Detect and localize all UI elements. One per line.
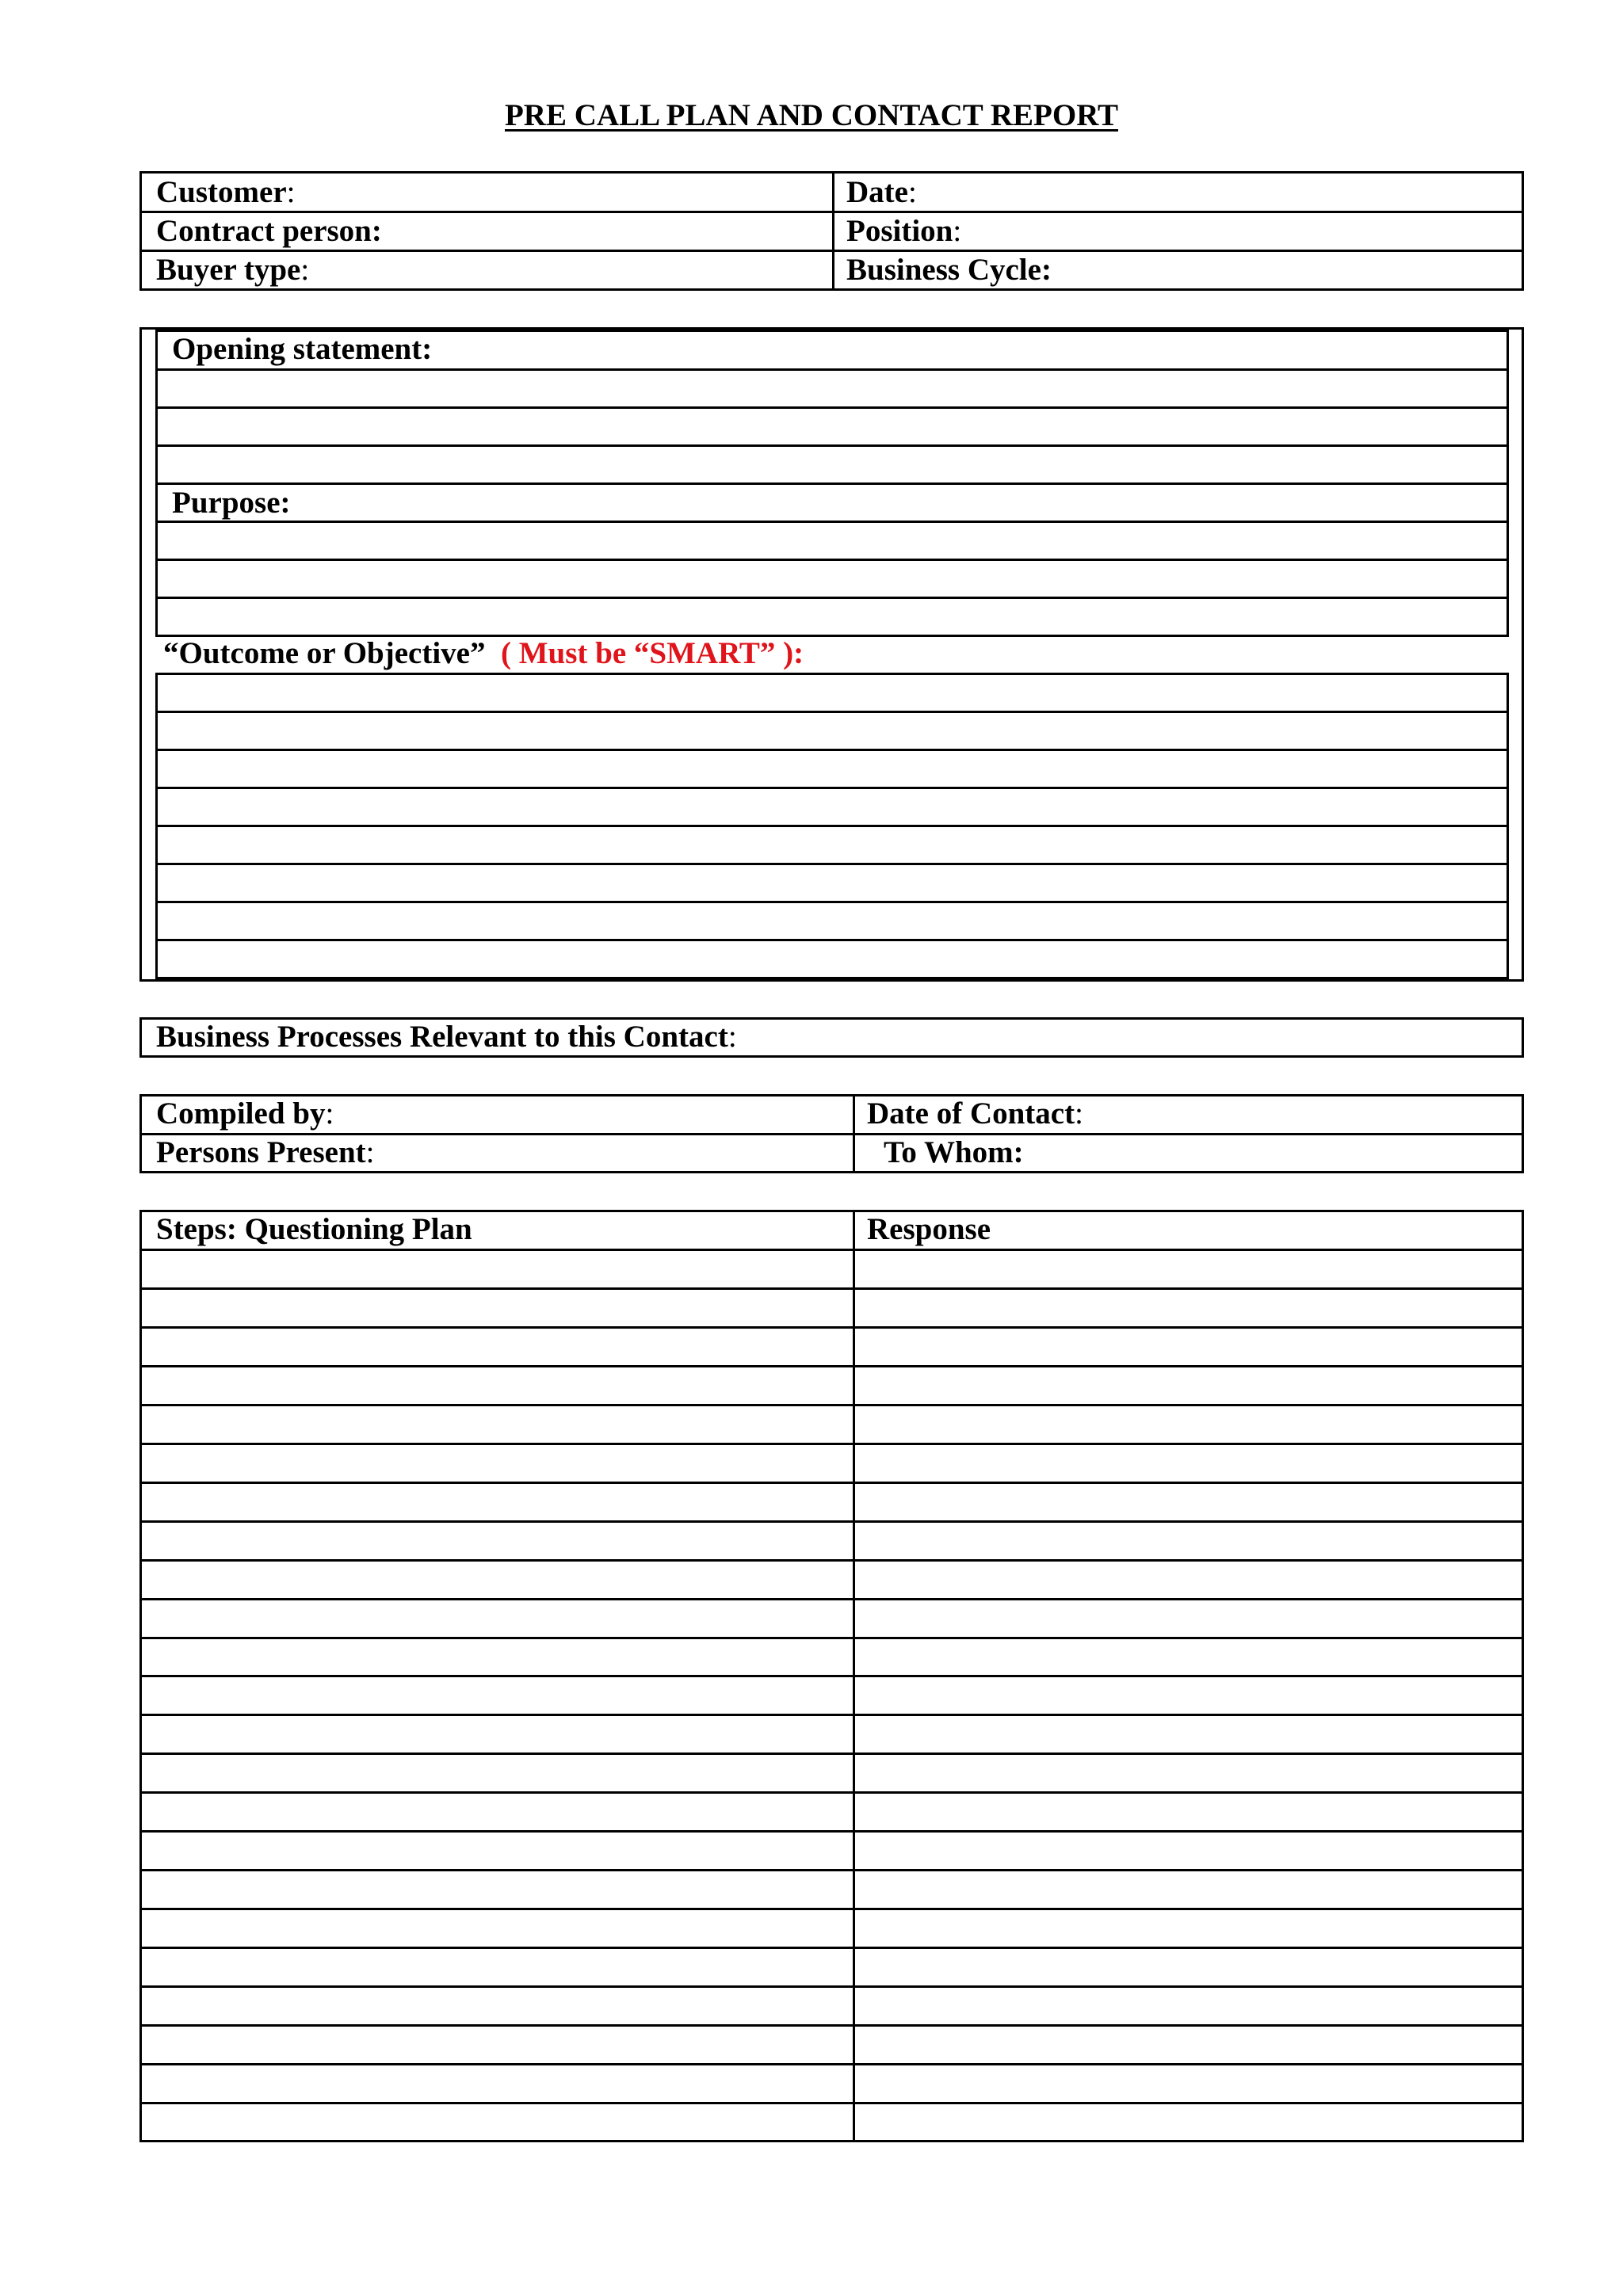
customer-field[interactable]: Customer: bbox=[156, 175, 296, 209]
response-cell[interactable] bbox=[855, 1677, 1522, 1714]
contact-info-table bbox=[139, 1094, 1524, 1173]
response-cell[interactable] bbox=[855, 1871, 1522, 1908]
purpose-lines[interactable] bbox=[158, 523, 1507, 635]
response-cell[interactable] bbox=[855, 1949, 1522, 1985]
step-cell[interactable] bbox=[142, 1290, 853, 1326]
step-cell[interactable] bbox=[142, 1677, 853, 1714]
response-cell[interactable] bbox=[855, 1329, 1522, 1365]
step-cell[interactable] bbox=[142, 1794, 853, 1830]
compiled-by-field[interactable]: Compiled by: bbox=[156, 1097, 334, 1131]
steps-header: Steps: Questioning Plan bbox=[156, 1212, 472, 1246]
response-cell[interactable] bbox=[855, 1367, 1522, 1404]
date-of-contact-label: Date of Contact bbox=[867, 1097, 1075, 1131]
persons-present-field[interactable]: Persons Present: bbox=[156, 1135, 375, 1169]
questioning-plan-table bbox=[139, 1210, 1524, 2142]
step-cell[interactable] bbox=[142, 1406, 853, 1443]
response-cell[interactable] bbox=[855, 1755, 1522, 1791]
response-cell[interactable] bbox=[855, 1716, 1522, 1753]
opening-purpose-table bbox=[155, 330, 1509, 637]
purpose-label: Purpose: bbox=[172, 486, 291, 520]
persons-present-label: Persons Present bbox=[156, 1135, 366, 1169]
step-cell[interactable] bbox=[142, 1639, 853, 1676]
response-cell[interactable] bbox=[855, 1523, 1522, 1559]
business-processes-field[interactable]: Business Processes Relevant to this Contact: bbox=[139, 1017, 1524, 1058]
opening-statement-lines[interactable] bbox=[158, 371, 1507, 480]
step-cell[interactable] bbox=[142, 1988, 853, 2024]
step-cell[interactable] bbox=[142, 1755, 853, 1791]
business-processes-label: Business Processes Relevant to this Contact bbox=[156, 1020, 728, 1054]
step-cell[interactable] bbox=[142, 1871, 853, 1908]
response-cell[interactable] bbox=[855, 2065, 1522, 2102]
position-label: Position bbox=[846, 214, 953, 248]
compiled-by-label: Compiled by bbox=[156, 1097, 326, 1131]
step-cell[interactable] bbox=[142, 1329, 853, 1365]
step-cell[interactable] bbox=[142, 1445, 853, 1482]
business-cycle-label: Business Cycle: bbox=[846, 253, 1052, 287]
step-cell[interactable] bbox=[142, 2104, 853, 2141]
response-cell[interactable] bbox=[855, 1484, 1522, 1520]
smart-note: ( Must be “SMART” ): bbox=[501, 636, 804, 670]
date-label: Date bbox=[846, 175, 908, 209]
step-cell[interactable] bbox=[142, 1716, 853, 1753]
outcome-label: “Outcome or Objective” bbox=[163, 636, 486, 670]
opening-statement-label: Opening statement: bbox=[172, 332, 433, 366]
response-cell[interactable] bbox=[855, 1988, 1522, 2024]
step-cell[interactable] bbox=[142, 1600, 853, 1637]
customer-label: Customer bbox=[156, 175, 287, 209]
date-field[interactable]: Date: bbox=[846, 175, 917, 209]
step-cell[interactable] bbox=[142, 2065, 853, 2102]
step-cell[interactable] bbox=[142, 1484, 853, 1520]
step-cell[interactable] bbox=[142, 1251, 853, 1287]
step-cell[interactable] bbox=[142, 1949, 853, 1985]
position-field[interactable]: Position: bbox=[846, 214, 962, 248]
buyer-type-field[interactable]: Buyer type: bbox=[156, 253, 310, 287]
page-title: PRE CALL PLAN AND CONTACT REPORT bbox=[504, 98, 1119, 132]
to-whom-field[interactable] bbox=[884, 1137, 1024, 1169]
to-whom-label: To Whom: bbox=[884, 1135, 1024, 1169]
outcome-heading bbox=[163, 638, 804, 669]
response-cell[interactable] bbox=[855, 1833, 1522, 1869]
response-cell[interactable] bbox=[855, 1406, 1522, 1443]
response-cell[interactable] bbox=[855, 1251, 1522, 1287]
buyer-type-label: Buyer type bbox=[156, 253, 301, 287]
response-header: Response bbox=[867, 1212, 991, 1246]
step-cell[interactable] bbox=[142, 1833, 853, 1869]
response-cell[interactable] bbox=[855, 1600, 1522, 1637]
step-cell[interactable] bbox=[142, 1523, 853, 1559]
business-cycle-field[interactable] bbox=[846, 254, 1052, 286]
response-cell[interactable] bbox=[855, 1794, 1522, 1830]
response-cell[interactable] bbox=[855, 1445, 1522, 1482]
step-cell[interactable] bbox=[142, 1562, 853, 1598]
response-cell[interactable] bbox=[855, 1562, 1522, 1598]
contact-person-label: Contract person: bbox=[156, 214, 382, 248]
response-cell[interactable] bbox=[855, 1910, 1522, 1947]
contact-person-field[interactable] bbox=[156, 215, 382, 247]
response-cell[interactable] bbox=[855, 1290, 1522, 1326]
customer-info-table bbox=[139, 171, 1524, 291]
step-cell[interactable] bbox=[142, 2027, 853, 2063]
step-cell[interactable] bbox=[142, 1910, 853, 1947]
response-cell[interactable] bbox=[855, 2027, 1522, 2063]
date-of-contact-field[interactable]: Date of Contact: bbox=[867, 1097, 1083, 1131]
outcome-table[interactable] bbox=[155, 673, 1509, 979]
step-cell[interactable] bbox=[142, 1367, 853, 1404]
response-cell[interactable] bbox=[855, 2104, 1522, 2141]
response-cell[interactable] bbox=[855, 1639, 1522, 1676]
